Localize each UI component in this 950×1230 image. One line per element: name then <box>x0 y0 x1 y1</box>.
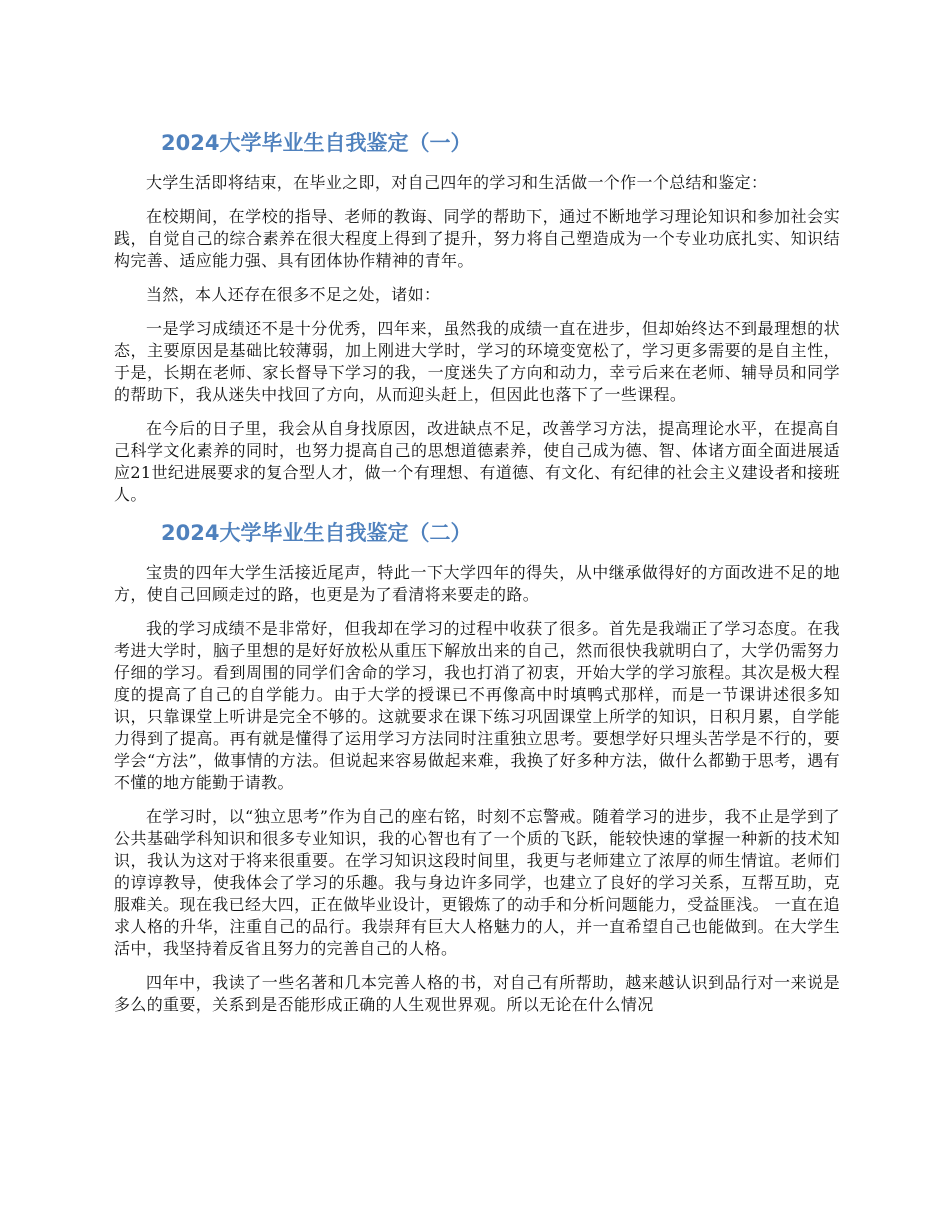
section-1-paragraph-5: 在今后的日子里，我会从自身找原因，改进缺点不足，改善学习方法，提高理论水平，在提高自己科学文化素养的同时，也努力提高自己的思想道德素养，使自己成为德、智、体诸方面全面进展适应21世纪进展要求的复合型人才，做一个有理想、有道德、有文化、有纪律的社会主义建设者和接班人。 <box>114 419 840 504</box>
section-1-paragraph-3: 当然，本人还存在很多不足之处，诸如： <box>146 285 441 304</box>
section-1-paragraph-4: 一是学习成绩还不是十分优秀，四年来，虽然我的成绩一直在进步，但却始终达不到最理想的状态，主要原因是基础比较薄弱，加上刚进大学时，学习的环境变宽松了，学习更多需要的是自主性，于是，长期在老师、家长督导下学习的我，一度迷失了方向和动力，幸亏后来在老师、辅导员和同学的帮助下，我从迷失中找回了方向，从而迎头赶上，但因此也落下了一些课程。 <box>114 319 840 404</box>
section-2-paragraph-4: 四年中，我读了一些名著和几本完善人格的书，对自己有所帮助，越来越认识到品行对一来说是多么的重要，关系到是否能形成正确的人生观世界观。所以无论在什么情况 <box>114 973 840 1014</box>
section-2-title: 2024大学毕业生自我鉴定（二） <box>161 521 472 545</box>
section-2-paragraph-3: 在学习时，以“独立思考”作为自己的座右铭，时刻不忘警戒。随着学习的进步，我不止是学到了公共基础学科知识和很多专业知识，我的心智也有了一个质的飞跃，能较快速的掌握一种新的技术知识，我认为这对于将来很重要。在学习知识这段时间里，我更与老师建立了浓厚的师生情谊。老师们的谆谆教导，使我体会了学习的乐趣。我与身边许多同学，也建立了良好的学习关系，互帮互助，克服难关。现在我已经大四，正在做毕业设计，更锻炼了的动手和分析问题能力，受益匪浅。 一直在追求人格的升华，注重自己的品行。我崇拜有巨大人格魅力的人，并一直希望自己也能做到。在大学生活中，我坚持着反省且努力的完善自己的人格。 <box>114 807 840 958</box>
section-1-paragraph-2: 在校期间，在学校的指导、老师的教诲、同学的帮助下，通过不断地学习理论知识和参加社会实践，自觉自己的综合素养在很大程度上得到了提升，努力将自己塑造成为一个专业功底扎实、知识结构完善、适应能力强、具有团体协作精神的青年。 <box>114 207 840 270</box>
document-body <box>114 128 840 1028</box>
section-1-paragraph-1: 大学生活即将结束，在毕业之即，对自己四年的学习和生活做一个作一个总结和鉴定： <box>146 173 768 192</box>
section-2-paragraph-2: 我的学习成绩不是非常好，但我却在学习的过程中收获了很多。首先是我端正了学习态度。在我考进大学时，脑子里想的是好好放松从重压下解放出来的自己，然而很快我就明白了，大学仍需努力仔细的学习。看到周围的同学们舍命的学习，我也打消了初衷，开始大学的学习旅程。其次是极大程度的提高了自己的自学能力。由于大学的授课已不再像高中时填鸭式那样，而是一节课讲述很多知识，只靠课堂上听讲是完全不够的。这就要求在课下练习巩固课堂上所学的知识，日积月累，自学能力得到了提高。再有就是懂得了运用学习方法同时注重独立思考。要想学好只埋头苦学是不行的，要学会“方法”，做事情的方法。但说起来容易做起来难，我换了好多种方法，做什么都勤于思考，遇有不懂的地方能勤于请教。 <box>114 619 840 792</box>
section-2-paragraph-1: 宝贵的四年大学生活接近尾声，特此一下大学四年的得失，从中继承做得好的方面改进不足的地方，使自己回顾走过的路，也更是为了看清将来要走的路。 <box>114 563 840 604</box>
section-1-title: 2024大学毕业生自我鉴定（一） <box>161 131 472 155</box>
